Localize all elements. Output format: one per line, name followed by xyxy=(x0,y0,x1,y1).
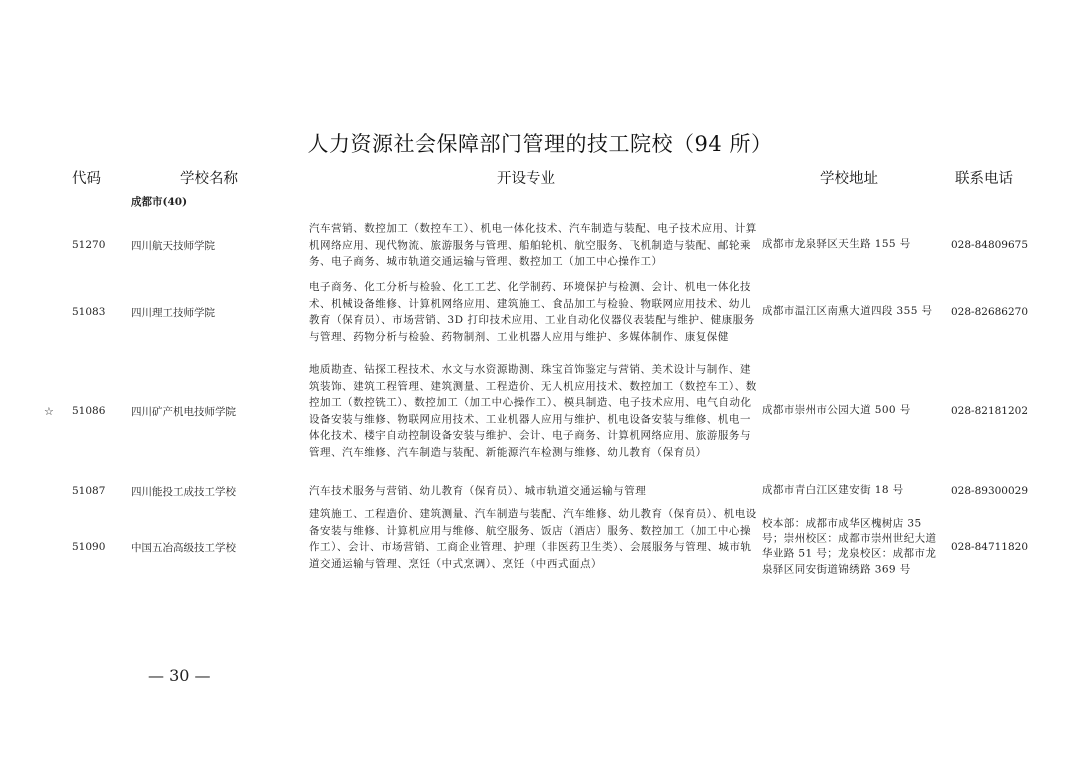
header-addr: 学校地址 xyxy=(820,171,878,187)
table-row xyxy=(0,502,1080,592)
school-majors: 电子商务、化工分析与检验、化工工艺、化学制药、环境保护与检测、会计、机电一体化技术、机械设备维修、计算机网络应用、建筑施工、食品加工与检验、物联网应用技术、幼儿教育（保育员）、市场营销、3D 打印技术应用、工业自动化仪器仪表装配与维护、健康服务与管理、药物分析与检验、药物制剂、工业机器人应用与维护、多媒体制作、康复保健 xyxy=(309,281,755,343)
school-code: 51270 xyxy=(72,239,106,251)
table-row xyxy=(0,272,1080,352)
table-row xyxy=(0,222,1080,268)
star-mark-icon: ☆ xyxy=(44,404,54,418)
school-majors: 汽车营销、数控加工（数控车工）、机电一体化技术、汽车制造与装配、电子技术应用、计算机网络应用、现代物流、旅游服务与管理、船舶轮机、航空服务、飞机制造与装配、邮轮乘务、电子商务、城市轨道交通运输与管理、数控加工（加工中心操作工） xyxy=(309,222,757,268)
page-title: 人力资源社会保障部门管理的技工院校（94 所） xyxy=(307,132,773,156)
school-phone: 028-82686270 xyxy=(951,306,1029,318)
header-phone: 联系电话 xyxy=(955,171,1013,187)
school-code: 51090 xyxy=(72,541,106,553)
school-address: 成都市青白江区建安街 18 号 xyxy=(762,484,904,497)
school-phone: 028-84809675 xyxy=(951,239,1029,251)
header-name: 学校名称 xyxy=(180,171,238,187)
school-code: 51083 xyxy=(72,306,106,318)
page-number: — 30 — xyxy=(148,666,211,685)
table-row xyxy=(0,355,1080,467)
school-code: 51086 xyxy=(72,405,106,417)
school-name: 四川能投工成技工学校 xyxy=(131,485,236,498)
school-code: 51087 xyxy=(72,485,106,497)
school-phone: 028-84711820 xyxy=(951,541,1029,553)
table-row xyxy=(0,482,1080,500)
header-spec: 开设专业 xyxy=(497,171,555,187)
school-majors: 地质勘查、钻探工程技术、水文与水资源勘测、珠宝首饰鉴定与营销、美术设计与制作、建筑装饰、建筑工程管理、建筑测量、工程造价、无人机应用技术、数控加工（数控车工）、数控加工（数控铣工）、数控加工（加工中心操作工）、模具制造、电子技术应用、电气自动化设备安装与维修、物联网应用技术、工业机器人应用与维护、机电设备安装与维修、机电一体化技术、楼宇自动控制设备安装与维护、会计、电子商务、计算机网络应用、旅游服务与管理、汽车维修、汽车制造与装配、新能源汽车检测与维修、幼儿教育（保育员） xyxy=(309,363,757,458)
school-address: 校本部：成都市成华区槐树店 35 号；崇州校区：成都市崇州世纪大道华业路 51 号；龙泉校区：成都市龙泉驿区同安街道锦绣路 369 号 xyxy=(762,517,937,576)
school-address: 成都市崇州市公园大道 500 号 xyxy=(762,404,911,417)
header-code: 代码 xyxy=(72,171,101,187)
city-group-label: 成都市(40) xyxy=(131,196,188,208)
school-name: 中国五冶高级技工学校 xyxy=(131,541,236,554)
school-name: 四川矿产机电技师学院 xyxy=(131,405,236,418)
school-name: 四川航天技师学院 xyxy=(131,239,215,252)
school-phone: 028-82181202 xyxy=(951,405,1029,417)
school-address: 成都市温江区南熏大道四段 355 号 xyxy=(762,305,933,318)
school-majors: 建筑施工、工程造价、建筑测量、汽车制造与装配、汽车维修、幼儿教育（保育员）、机电设备安装与维修、计算机应用与维修、航空服务、饭店（酒店）服务、数控加工（加工中心操作工）、会计、市场营销、工商企业管理、护理（非医药卫生类）、会展服务与管理、城市轨道交通运输与管理、烹饪（中式烹调）、烹饪（中西式面点） xyxy=(309,508,757,570)
school-phone: 028-89300029 xyxy=(951,485,1029,497)
school-name: 四川理工技师学院 xyxy=(131,306,215,319)
school-address: 成都市龙泉驿区天生路 155 号 xyxy=(762,238,911,251)
school-majors: 汽车技术服务与营销、幼儿教育（保育员）、城市轨道交通运输与管理 xyxy=(309,484,647,497)
